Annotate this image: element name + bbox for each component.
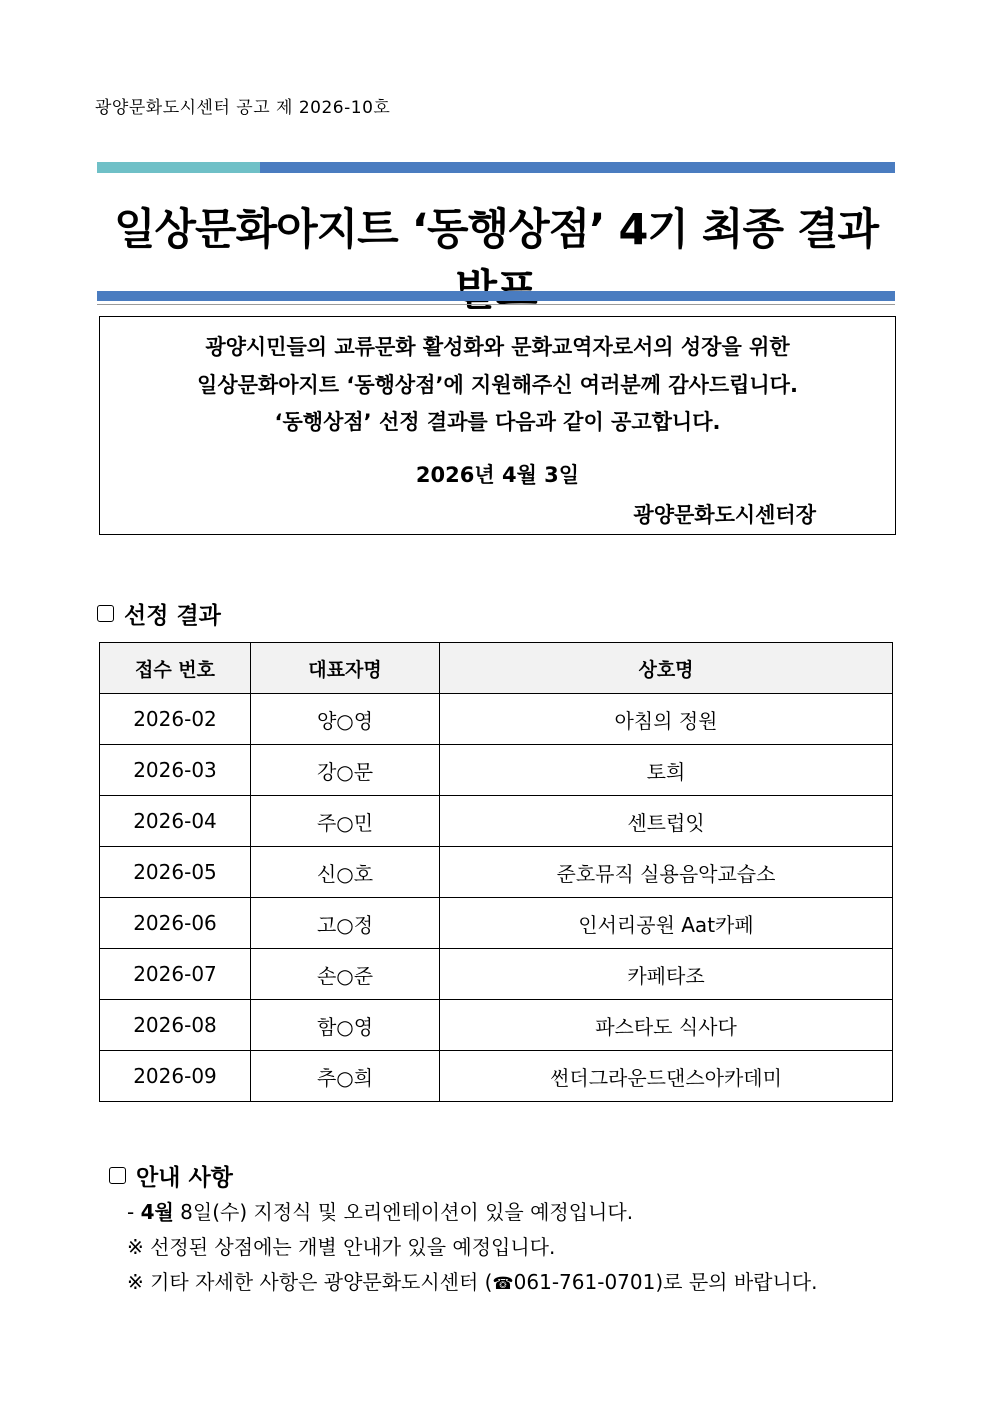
business-name-cell: 센트럽잇 xyxy=(440,796,893,847)
results-heading-label: 선정 결과 xyxy=(124,603,221,629)
receipt-number-cell: 2026-08 xyxy=(100,1000,251,1051)
checkbox-icon xyxy=(109,1167,126,1184)
column-header-representative: 대표자명 xyxy=(251,643,440,694)
title-bar-top xyxy=(97,162,895,173)
business-name-cell: 파스타도 식사다 xyxy=(440,1000,893,1051)
table-row xyxy=(100,694,893,745)
title-bar-bottom xyxy=(97,291,895,301)
info-line-text: )로 문의 바랍니다. xyxy=(655,1270,818,1294)
business-name-cell: 아침의 정원 xyxy=(440,694,893,745)
title-bar-teal-segment xyxy=(97,162,260,173)
business-name-cell: 썬더그라운드댄스아카데미 xyxy=(440,1051,893,1102)
table-row xyxy=(100,1051,893,1102)
intro-line: 일상문화아지트 ‘동행상점’에 지원해주신 여러분께 감사드립니다. xyxy=(197,373,798,397)
business-name-cell: 카페타조 xyxy=(440,949,893,1000)
notice-number: 광양문화도시센터 공고 제 2026-10호 xyxy=(95,98,391,118)
info-line-contact xyxy=(127,1266,817,1301)
info-line-prefix: - xyxy=(127,1200,141,1224)
info-line-orientation xyxy=(127,1196,817,1231)
info-line-text: ※ 기타 자세한 사항은 광양문화도시센터 ( xyxy=(127,1270,493,1294)
representative-cell: 고○정 xyxy=(251,898,440,949)
info-heading-label: 안내 사항 xyxy=(136,1165,233,1191)
table-header-row xyxy=(100,643,893,694)
intro-date: 2026년 4월 3일 xyxy=(415,463,580,487)
table-row xyxy=(100,898,893,949)
table-row xyxy=(100,949,893,1000)
column-header-business-name: 상호명 xyxy=(440,643,893,694)
intro-line: 광양시민들의 교류문화 활성화와 문화교역자로서의 성장을 위한 xyxy=(205,335,790,359)
representative-cell: 양○영 xyxy=(251,694,440,745)
receipt-number-cell: 2026-06 xyxy=(100,898,251,949)
info-line-individual-notice: ※ 선정된 상점에는 개별 안내가 있을 예정입니다. xyxy=(127,1235,556,1259)
representative-cell: 주○민 xyxy=(251,796,440,847)
title-bar-blue-segment xyxy=(260,162,895,173)
receipt-number-cell: 2026-07 xyxy=(100,949,251,1000)
page-title: 일상문화아지트 ‘동행상점’ 4기 최종 결과 xyxy=(113,205,879,255)
info-line-bold-date: 4월 xyxy=(140,1200,174,1224)
business-name-cell: 인서리공원 Aat카페 xyxy=(440,898,893,949)
table-row xyxy=(100,745,893,796)
representative-cell: 강○문 xyxy=(251,745,440,796)
business-name-cell: 준호뮤직 실용음악교습소 xyxy=(440,847,893,898)
business-name-cell: 토희 xyxy=(440,745,893,796)
representative-cell: 신○호 xyxy=(251,847,440,898)
receipt-number-cell: 2026-02 xyxy=(100,694,251,745)
column-header-receipt-number: 접수 번호 xyxy=(100,643,251,694)
results-heading xyxy=(97,597,221,630)
info-heading xyxy=(109,1159,233,1192)
table-row xyxy=(100,796,893,847)
representative-cell: 손○준 xyxy=(251,949,440,1000)
representative-cell: 함○영 xyxy=(251,1000,440,1051)
receipt-number-cell: 2026-03 xyxy=(100,745,251,796)
intro-signer: 광양문화도시센터장 xyxy=(633,503,816,527)
table-row xyxy=(100,847,893,898)
table-row xyxy=(100,1000,893,1051)
phone-number: 061-761-0701 xyxy=(513,1270,656,1294)
results-table xyxy=(99,642,893,1102)
receipt-number-cell: 2026-09 xyxy=(100,1051,251,1102)
info-line-text: 8일(수) 지정식 및 오리엔테이션이 있을 예정입니다. xyxy=(173,1200,634,1224)
representative-cell: 추○희 xyxy=(251,1051,440,1102)
receipt-number-cell: 2026-04 xyxy=(100,796,251,847)
intro-box xyxy=(99,316,896,535)
title-bar-thin-line xyxy=(97,304,895,305)
receipt-number-cell: 2026-05 xyxy=(100,847,251,898)
checkbox-icon xyxy=(97,605,114,622)
phone-icon: ☎ xyxy=(492,1274,514,1294)
info-list xyxy=(127,1196,817,1301)
intro-line: ‘동행상점’ 선정 결과를 다음과 같이 공고합니다. xyxy=(274,410,721,434)
